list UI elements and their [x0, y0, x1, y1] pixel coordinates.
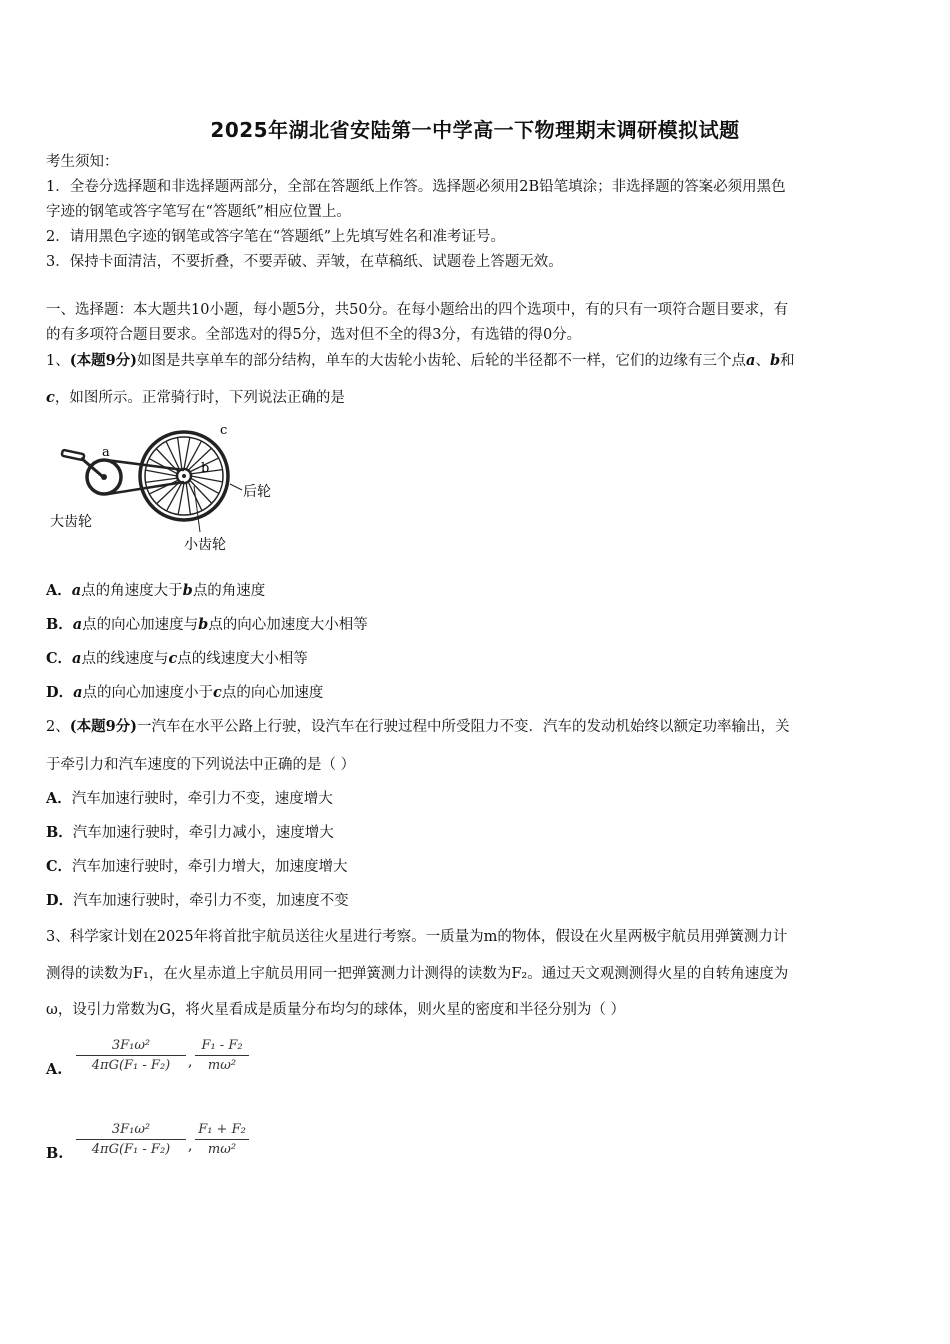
- point-var: c: [212, 684, 222, 701]
- option-text: 点的角速度: [192, 583, 266, 599]
- radius-fraction: [195, 1038, 249, 1073]
- question-2-stem: [46, 717, 908, 737]
- page-title: 2025年湖北省安陆第一中学高一下物理期末调研模拟试题: [210, 118, 740, 142]
- notice-item: 1．全卷分选择题和非选择题两部分，全部在答题纸上作答。选择题必须用2B铅笔填涂；非选择题的答案必须用黑色: [46, 179, 786, 195]
- numerator: 3F₁ω²: [111, 1122, 151, 1137]
- question-number: 1、: [46, 353, 70, 369]
- option-label: D．: [46, 684, 74, 701]
- point-var: b: [182, 582, 193, 599]
- question-2-stem-cont: 于牵引力和汽车速度的下列说法中正确的是（ ）: [46, 757, 356, 773]
- numerator: 3F₁ω²: [111, 1038, 151, 1053]
- wheel-spoke: [178, 438, 182, 470]
- separator: ,: [188, 1054, 193, 1070]
- option-text: 汽车加速行驶时，牵引力不变，速度增大: [71, 791, 333, 807]
- density-fraction: [76, 1038, 186, 1073]
- option-text: 点的向心加速度与: [82, 617, 199, 633]
- question-1-stem-cont: [46, 388, 908, 408]
- density-fraction: [76, 1122, 186, 1157]
- conjunction: 和: [780, 353, 795, 369]
- label-c: c: [220, 423, 228, 438]
- bicycle-gear-figure: [46, 420, 286, 560]
- option-label: B．: [46, 824, 73, 841]
- radius-fraction: [195, 1122, 249, 1157]
- big-gear-icon: [87, 460, 121, 494]
- point-var: a: [73, 684, 83, 701]
- question-text: ，如图所示。正常骑行时，下列说法正确的是: [54, 390, 345, 406]
- notice-item: 3．保持卡面清洁，不要折叠，不要弄破、弄皱，在草稿纸、试题卷上答题无效。: [46, 254, 563, 270]
- denominator: mω²: [207, 1058, 237, 1073]
- option-label: A．: [46, 582, 72, 599]
- question-text: 一汽车在水平公路上行驶，设汽车在行驶过程中所受阻力不变．汽车的发动机始终以额定功率输出，关: [137, 719, 790, 735]
- wheel-spoke: [186, 483, 190, 515]
- option-text: 汽车加速行驶时，牵引力减小，速度增大: [72, 825, 334, 841]
- question-text: 如图是共享单车的部分结构，单车的大齿轮小齿轮、后轮的半径都不一样，它们的边缘有三个点: [137, 353, 747, 369]
- numerator: F₁ + F₂: [198, 1122, 246, 1137]
- notice-item: 2．请用黑色字迹的钢笔或答字笔在“答题纸”上先填写姓名和准考证号。: [46, 229, 506, 245]
- option-text: 汽车加速行驶时，牵引力不变，加速度不变: [73, 893, 349, 909]
- point-var: b: [198, 616, 209, 633]
- option-text: 点的向心加速度大小相等: [208, 617, 368, 633]
- label-b: b: [201, 461, 210, 476]
- separator: ,: [188, 1138, 193, 1154]
- option-row: [46, 857, 908, 877]
- option-text: 点的线速度大小相等: [177, 651, 308, 667]
- section-instruction: 一、选择题：本大题共10小题，每小题5分，共50分。在每小题给出的四个选项中，有的只有一项符合题目要求，有: [46, 302, 789, 318]
- option-row: [46, 789, 908, 809]
- option-row: [46, 823, 908, 843]
- wheel-spoke: [146, 478, 178, 482]
- option-label: B．: [46, 616, 73, 633]
- option-label: A．: [46, 790, 72, 807]
- label-small-gear: 小齿轮: [184, 537, 226, 553]
- question-3-stem-cont: ω，设引力常数为G，将火星看成是质量分布均匀的球体，则火星的密度和半径分别为（ ）: [46, 1002, 626, 1018]
- option-label: C．: [46, 650, 73, 667]
- option-text: 汽车加速行驶时，牵引力增大，加速度增大: [72, 859, 348, 875]
- option-label: A.: [46, 1061, 63, 1078]
- notice-item: 字迹的钢笔或答字笔写在“答题纸”相应位置上。: [46, 204, 351, 220]
- option-text: 点的向心加速度小于: [82, 685, 213, 701]
- question-score: (本题9分): [69, 718, 138, 735]
- point-var: a: [72, 616, 83, 633]
- option-label: B.: [46, 1145, 64, 1162]
- point-a: a: [746, 352, 756, 369]
- section-instruction: 的有多项符合题目要求。全部选对的得5分，选对但不全的得3分，有选错的得0分。: [46, 327, 582, 343]
- question-score: (本题9分): [69, 352, 138, 369]
- numerator: F₁ - F₂: [201, 1038, 243, 1053]
- option-row: [46, 683, 908, 703]
- point-c: c: [46, 389, 55, 406]
- label-a: a: [102, 445, 110, 460]
- label-rear-wheel: 后轮: [243, 484, 271, 500]
- point-var: a: [71, 582, 82, 599]
- question-1-stem: [46, 351, 908, 371]
- option-row: [46, 891, 908, 911]
- denominator: 4πG(F₁ - F₂): [91, 1142, 171, 1157]
- point-var: c: [168, 650, 178, 667]
- point-var: a: [72, 650, 82, 667]
- question-3-stem-cont: 测得的读数为F₁，在火星赤道上宇航员用同一把弹簧测力计测得的读数为F₂。通过天文观测测得火星的自转角速度为: [46, 966, 789, 982]
- question-number: 2、: [46, 719, 70, 735]
- point-b: b: [769, 352, 781, 369]
- option-label: C．: [46, 858, 73, 875]
- denominator: 4πG(F₁ - F₂): [91, 1058, 171, 1073]
- option-row: [46, 581, 908, 601]
- rear-wheel-icon: [140, 432, 228, 520]
- separator: 、: [755, 353, 770, 369]
- option-text: 点的角速度大于: [81, 583, 183, 599]
- denominator: mω²: [207, 1142, 237, 1157]
- option-row: [46, 649, 908, 669]
- option-text: 点的线速度与: [81, 651, 169, 667]
- label-big-gear: 大齿轮: [50, 514, 92, 530]
- option-label: D．: [46, 892, 74, 909]
- option-row: [46, 615, 908, 635]
- option-text: 点的向心加速度: [221, 685, 324, 701]
- question-3-stem: 3、科学家计划在2025年将首批宇航员送往火星进行考察。一质量为m的物体，假设在火星两极宇航员用弹簧测力计: [46, 929, 788, 945]
- notice-heading: 考生须知：: [46, 154, 119, 170]
